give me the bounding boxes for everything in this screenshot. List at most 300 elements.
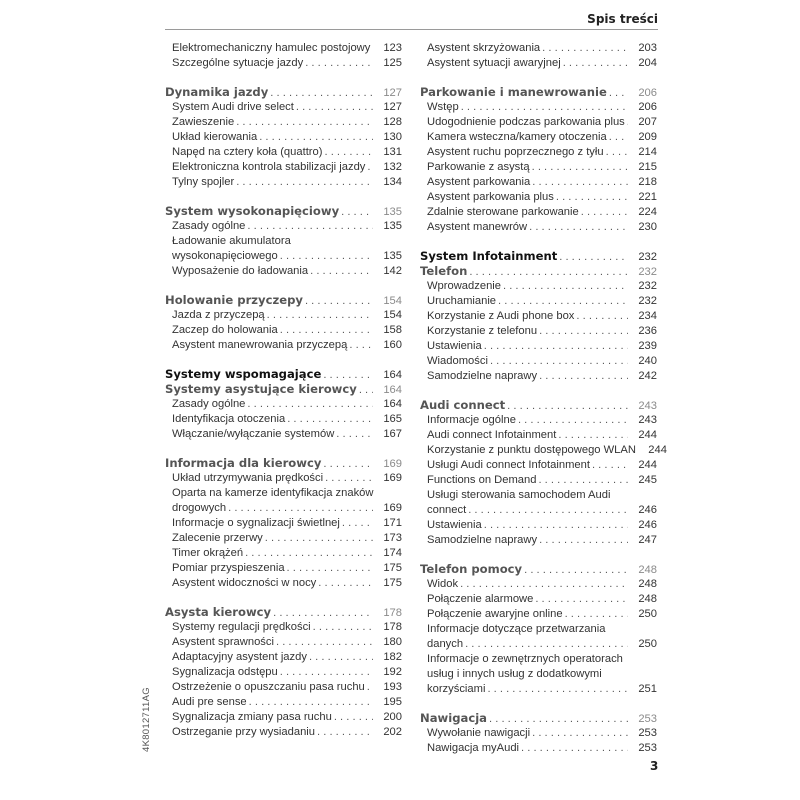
toc-entry[interactable] [165, 160, 402, 175]
entry-title: Układ kierowania [172, 131, 258, 143]
entry-page: 202 [383, 726, 402, 738]
entry-title: Elektroniczna kontrola stabilizacji jazdy [172, 161, 366, 173]
entry-page: 174 [383, 547, 402, 559]
entry-title: Zaczep do holowania [172, 324, 278, 336]
entry-page: 207 [638, 116, 657, 128]
dot-leader [325, 145, 374, 160]
entry-title: Połączenie awaryjne online [427, 608, 563, 620]
entry-page: 169 [383, 502, 402, 514]
toc-entry[interactable] [165, 471, 402, 486]
toc-entry[interactable] [165, 650, 402, 665]
toc-heading[interactable] [420, 711, 657, 726]
dot-leader [461, 100, 628, 115]
entry-title: Informacje dotyczące przetwarzania [427, 623, 606, 635]
dot-leader [273, 606, 373, 621]
dot-leader [323, 368, 373, 383]
entry-page: 230 [638, 221, 657, 233]
entry-title: Ładowanie akumulatora [172, 235, 291, 247]
entry-page: 209 [638, 131, 657, 143]
entry-title: Telefon pomocy [420, 562, 523, 576]
entry-title: Informacja dla kierowcy [165, 456, 322, 470]
entry-page: 131 [383, 146, 402, 158]
toc-entry[interactable] [420, 294, 657, 309]
entry-page: 127 [383, 87, 402, 99]
entry-title: Zalecenie przerwy [172, 532, 263, 544]
entry-title-continued: danych [427, 638, 464, 650]
dot-leader [484, 518, 628, 533]
entry-page: 246 [638, 504, 657, 516]
dot-leader [498, 294, 628, 309]
entry-title: Usługi sterowania samochodem Audi [427, 489, 611, 501]
toc-heading[interactable] [420, 85, 657, 100]
entry-title: Sygnalizacja odstępu [172, 666, 278, 678]
toc-entry[interactable] [420, 533, 657, 548]
entry-page: 128 [383, 116, 402, 128]
dot-leader [305, 56, 373, 71]
dot-leader [556, 190, 628, 205]
toc-entry[interactable] [420, 160, 657, 175]
entry-title-continued: connect [427, 504, 467, 516]
entry-title: Korzystanie z Audi phone box [427, 310, 575, 322]
entry-title: Functions on Demand [427, 474, 537, 486]
toc-entry[interactable] [165, 486, 402, 501]
toc-section [165, 293, 402, 353]
toc-entry[interactable] [420, 458, 657, 473]
entry-page: 165 [383, 413, 402, 425]
dot-leader [270, 86, 373, 101]
toc-entry[interactable] [165, 219, 402, 234]
toc-entry[interactable] [165, 531, 402, 546]
entry-title: Informacje ogólne [427, 414, 516, 426]
document-code: 4K8012711AG [141, 687, 152, 752]
entry-title: Oparta na kamerze identyfikacja znaków [172, 487, 374, 499]
toc-entry-continued [165, 249, 402, 264]
entry-page: 135 [383, 220, 402, 232]
entry-page: 178 [383, 607, 402, 619]
entry-page: 130 [383, 131, 402, 143]
entry-title: Informacje o zewnętrznych operatorach [427, 653, 623, 665]
entry-page: 182 [383, 651, 402, 663]
dot-leader [539, 369, 628, 384]
entry-page: 232 [638, 251, 657, 263]
dot-leader [565, 607, 628, 622]
dot-leader [489, 712, 628, 727]
entry-page: 243 [638, 414, 657, 426]
entry-title: Asystent sytuacji awaryjnej [427, 57, 561, 69]
toc-entry[interactable] [420, 518, 657, 533]
entry-page: 158 [383, 324, 402, 336]
entry-title: Korzystanie z telefonu [427, 325, 538, 337]
dot-leader [518, 413, 628, 428]
dot-leader [323, 457, 373, 472]
toc-entry[interactable] [420, 622, 657, 637]
entry-title: Timer okrążeń [172, 547, 244, 559]
toc-column-right [420, 41, 667, 770]
entry-title: Parkowanie z asystą [427, 161, 530, 173]
entry-title: Połączenie alarmowe [427, 593, 534, 605]
entry-page: 214 [638, 146, 657, 158]
toc-entry-continued [420, 637, 657, 652]
toc-entry[interactable] [420, 652, 657, 667]
toc-section [420, 249, 657, 384]
toc-entry[interactable] [420, 205, 657, 220]
dot-leader [539, 324, 628, 339]
dot-leader [287, 412, 373, 427]
toc-entry[interactable] [420, 354, 657, 369]
dot-leader [236, 115, 373, 130]
dot-leader [539, 533, 628, 548]
toc-entry[interactable] [165, 264, 402, 279]
toc-entry-continued [420, 682, 657, 697]
entry-title: Sygnalizacja zmiany pasa ruchu [172, 711, 332, 723]
toc-entry[interactable] [420, 369, 657, 384]
entry-page: 234 [638, 310, 657, 322]
toc-entry[interactable] [165, 56, 402, 71]
dot-leader [367, 160, 373, 175]
entry-title: Szczególne sytuacje jazdy [172, 57, 304, 69]
entry-title: Ustawienia [427, 340, 482, 352]
toc-entry[interactable] [420, 443, 667, 458]
dot-leader [535, 592, 628, 607]
entry-page: 167 [383, 428, 402, 440]
entry-title: Systemy asystujące kierowcy [165, 382, 357, 396]
toc-heading[interactable] [165, 605, 402, 620]
entry-page: 135 [383, 250, 402, 262]
entry-title: Wprowadzenie [427, 280, 501, 292]
toc-entry-continued [165, 501, 402, 516]
entry-page: 246 [638, 519, 657, 531]
dot-leader [507, 399, 628, 414]
toc-heading[interactable] [420, 249, 657, 264]
entry-page: 251 [638, 683, 657, 695]
entry-page: 132 [383, 161, 402, 173]
toc-entry[interactable] [420, 41, 657, 56]
entry-title: Nawigacja myAudi [427, 742, 520, 754]
entry-title: Audi connect [420, 398, 506, 412]
toc-entry[interactable] [420, 115, 657, 130]
toc-entry[interactable] [420, 190, 657, 205]
entry-title: Tylny spojler [172, 176, 235, 188]
dot-leader [265, 531, 373, 546]
dot-leader [606, 145, 628, 160]
entry-title-continued: drogowych [172, 502, 227, 514]
toc-heading[interactable] [420, 398, 657, 413]
toc-entry[interactable] [165, 665, 402, 680]
toc-entry[interactable] [165, 338, 402, 353]
dot-leader [563, 56, 628, 71]
entry-page: 253 [638, 713, 657, 725]
entry-title: Włączanie/wyłączanie systemów [172, 428, 335, 440]
entry-title: Korzystanie z punktu dostępowego WLAN [427, 444, 636, 456]
entry-page: 253 [638, 742, 657, 754]
entry-page: 180 [383, 636, 402, 648]
entry-page: 239 [638, 340, 657, 352]
toc-entry[interactable] [165, 130, 402, 145]
dot-leader [267, 308, 373, 323]
toc-entry[interactable] [165, 41, 402, 56]
entry-title: Holowanie przyczepy [165, 293, 303, 307]
entry-page: 135 [383, 206, 402, 218]
toc-entry[interactable] [165, 427, 402, 442]
dot-leader [247, 219, 373, 234]
toc-entry[interactable] [165, 175, 402, 190]
entry-page: 142 [383, 265, 402, 277]
toc-entry[interactable] [420, 130, 657, 145]
dot-leader [490, 354, 628, 369]
entry-title: Wstęp [427, 101, 459, 113]
entry-page: 193 [383, 681, 402, 693]
dot-leader [276, 635, 373, 650]
toc-section [420, 562, 657, 697]
dot-leader [532, 175, 628, 190]
dot-leader [592, 458, 628, 473]
toc-section [165, 605, 402, 740]
entry-page: 232 [638, 266, 657, 278]
toc-entry[interactable] [165, 412, 402, 427]
dot-leader [249, 695, 373, 710]
entry-page: 164 [383, 369, 402, 381]
toc-entry[interactable] [420, 309, 657, 324]
entry-title: Systemy regulacji prędkości [172, 621, 311, 633]
toc-entry[interactable] [165, 323, 402, 338]
entry-page: 125 [383, 57, 402, 69]
dot-leader [581, 205, 628, 220]
toc-entry[interactable] [165, 115, 402, 130]
entry-page: 236 [638, 325, 657, 337]
toc-heading[interactable] [165, 367, 402, 382]
dot-leader [280, 665, 373, 680]
dot-leader [484, 339, 628, 354]
entry-title-continued: usług i innych usług z dodatkowymi [427, 668, 602, 680]
entry-title: Samodzielne naprawy [427, 534, 538, 546]
toc-entry[interactable] [420, 339, 657, 354]
toc-entry[interactable] [420, 473, 657, 488]
toc-section [165, 41, 402, 71]
entry-title: Pomiar przyspieszenia [172, 562, 285, 574]
entry-title: Ostrzeganie przy wysiadaniu [172, 726, 316, 738]
entry-title: Układ utrzymywania prędkości [172, 472, 324, 484]
entry-page: 160 [383, 339, 402, 351]
entry-page: 203 [638, 42, 657, 54]
entry-page: 171 [383, 517, 402, 529]
toc-entry-continued [420, 503, 657, 518]
toc-entry[interactable] [420, 145, 657, 160]
entry-title: Asystent ruchu poprzecznego z tyłu [427, 146, 604, 158]
entry-title: Identyfikacja otoczenia [172, 413, 286, 425]
entry-title: Asystent parkowania plus [427, 191, 554, 203]
toc-entry[interactable] [420, 220, 657, 235]
entry-page: 247 [638, 534, 657, 546]
toc-column-left [165, 41, 402, 754]
toc-section [165, 456, 402, 591]
entry-page: 154 [383, 295, 402, 307]
entry-page: 200 [383, 711, 402, 723]
toc-heading[interactable] [165, 204, 402, 219]
entry-page: 243 [638, 400, 657, 412]
entry-title: Asystent skrzyżowania [427, 42, 541, 54]
toc-entry[interactable] [420, 726, 657, 741]
entry-title: Asystent sprawności [172, 636, 274, 648]
toc-entry[interactable] [165, 710, 402, 725]
toc-entry[interactable] [420, 413, 657, 428]
entry-title: Elektromechaniczny hamulec postojowy [172, 42, 371, 54]
entry-title: System wysokonapięciowy [165, 204, 340, 218]
dot-leader [460, 577, 628, 592]
entry-page: 232 [638, 295, 657, 307]
entry-title: Asysta kierowcy [165, 605, 272, 619]
dot-leader [627, 115, 628, 130]
entry-page: 206 [638, 101, 657, 113]
toc-entry[interactable] [420, 56, 657, 71]
entry-page: 245 [638, 474, 657, 486]
entry-title: Audi connect Infotainment [427, 429, 557, 441]
entry-page: 244 [648, 444, 667, 456]
entry-page: 244 [638, 429, 657, 441]
entry-title-continued: korzyściami [427, 683, 486, 695]
entry-title: Kamera wsteczna/kamery otoczenia [427, 131, 607, 143]
entry-title: Napęd na cztery koła (quattro) [172, 146, 323, 158]
entry-title: Usługi Audi connect Infotainment [427, 459, 590, 471]
entry-title: Uruchamianie [427, 295, 497, 307]
toc-entry[interactable] [165, 620, 402, 635]
toc-entry[interactable] [420, 428, 657, 443]
entry-page: 175 [383, 577, 402, 589]
toc-entry[interactable] [165, 695, 402, 710]
entry-title: Ostrzeżenie o opuszczaniu pasa ruchu [172, 681, 365, 693]
entry-title: Audi pre sense [172, 696, 247, 708]
entry-title: System Infotainment [420, 249, 558, 263]
entry-page: 164 [383, 398, 402, 410]
toc-entry[interactable] [165, 516, 402, 531]
dot-leader [313, 620, 373, 635]
dot-leader [247, 397, 373, 412]
toc-section [420, 398, 667, 548]
dot-leader [342, 516, 373, 531]
section-title: Spis treści [587, 12, 658, 26]
entry-title: Nawigacja [420, 711, 488, 725]
toc-entry[interactable] [165, 234, 402, 249]
toc-entry-continued [420, 667, 657, 682]
toc-entry[interactable] [420, 577, 657, 592]
entry-page: 154 [383, 309, 402, 321]
dot-leader [524, 563, 628, 578]
dot-leader [287, 561, 373, 576]
dot-leader [334, 710, 373, 725]
toc-entry[interactable] [420, 741, 657, 756]
entry-title: Samodzielne naprawy [427, 370, 538, 382]
dot-leader [503, 279, 628, 294]
entry-title: Ustawienia [427, 519, 482, 531]
toc-entry[interactable] [420, 488, 657, 503]
entry-title: Asystent parkowania [427, 176, 531, 188]
entry-title: System Audi drive select [172, 101, 294, 113]
dot-leader [468, 503, 628, 518]
entry-title: Asystent widoczności w nocy [172, 577, 317, 589]
toc-section [420, 85, 657, 235]
entry-title: Wiadomości [427, 355, 488, 367]
toc-entry[interactable] [165, 308, 402, 323]
dot-leader [280, 323, 373, 338]
dot-leader [228, 501, 373, 516]
dot-leader [559, 250, 628, 265]
toc-entry[interactable] [165, 397, 402, 412]
dot-leader [558, 428, 628, 443]
entry-title: Adaptacyjny asystent jazdy [172, 651, 307, 663]
entry-page: 242 [638, 370, 657, 382]
dot-leader [296, 100, 373, 115]
dot-leader [542, 41, 628, 56]
toc-entry[interactable] [420, 100, 657, 115]
toc-entry[interactable] [165, 725, 402, 740]
entry-page: 224 [638, 206, 657, 218]
toc-heading[interactable] [420, 264, 657, 279]
entry-page: 253 [638, 727, 657, 739]
entry-page: 123 [383, 42, 402, 54]
toc-entry[interactable] [420, 592, 657, 607]
toc-heading[interactable] [165, 382, 402, 397]
entry-title: Zasady ogólne [172, 398, 246, 410]
dot-leader [469, 265, 628, 280]
entry-page: 169 [383, 472, 402, 484]
dot-leader [336, 427, 373, 442]
toc-entry[interactable] [165, 561, 402, 576]
page-number: 3 [650, 759, 659, 773]
dot-leader [529, 220, 628, 235]
toc-entry[interactable] [420, 324, 657, 339]
dot-leader [310, 264, 373, 279]
entry-page: 175 [383, 562, 402, 574]
dot-leader [521, 741, 628, 756]
entry-page: 206 [638, 87, 657, 99]
toc-entry[interactable] [165, 100, 402, 115]
dot-leader [487, 682, 628, 697]
entry-page: 218 [638, 176, 657, 188]
toc-heading[interactable] [165, 85, 402, 100]
entry-page: 240 [638, 355, 657, 367]
toc-entry[interactable] [165, 635, 402, 650]
entry-page: 248 [638, 564, 657, 576]
toc-entry[interactable] [165, 576, 402, 591]
dot-leader [609, 130, 628, 145]
dot-leader [367, 680, 373, 695]
entry-title: Wywołanie nawigacji [427, 727, 531, 739]
dot-leader [465, 637, 628, 652]
dot-leader [576, 309, 628, 324]
entry-title: Telefon [420, 264, 468, 278]
toc-entry[interactable] [420, 607, 657, 622]
entry-page: 221 [638, 191, 657, 203]
toc-heading[interactable] [165, 456, 402, 471]
toc-entry[interactable] [165, 546, 402, 561]
entry-page: 248 [638, 593, 657, 605]
toc-entry[interactable] [420, 279, 657, 294]
entry-title: Zasady ogólne [172, 220, 246, 232]
entry-title: Jazda z przyczepą [172, 309, 265, 321]
toc-heading[interactable] [165, 293, 402, 308]
toc-entry[interactable] [420, 175, 657, 190]
dot-leader [245, 546, 373, 561]
dot-leader [532, 160, 628, 175]
entry-title-continued: wysokonapięciowego [172, 250, 278, 262]
entry-title: Wyposażenie do ładowania [172, 265, 309, 277]
toc-entry[interactable] [165, 680, 402, 695]
dot-leader [359, 383, 373, 398]
entry-title: Informacje o sygnalizacji świetlnej [172, 517, 340, 529]
entry-title: Zawieszenie [172, 116, 235, 128]
toc-entry[interactable] [165, 145, 402, 160]
dot-leader [318, 576, 373, 591]
toc-heading[interactable] [420, 562, 657, 577]
